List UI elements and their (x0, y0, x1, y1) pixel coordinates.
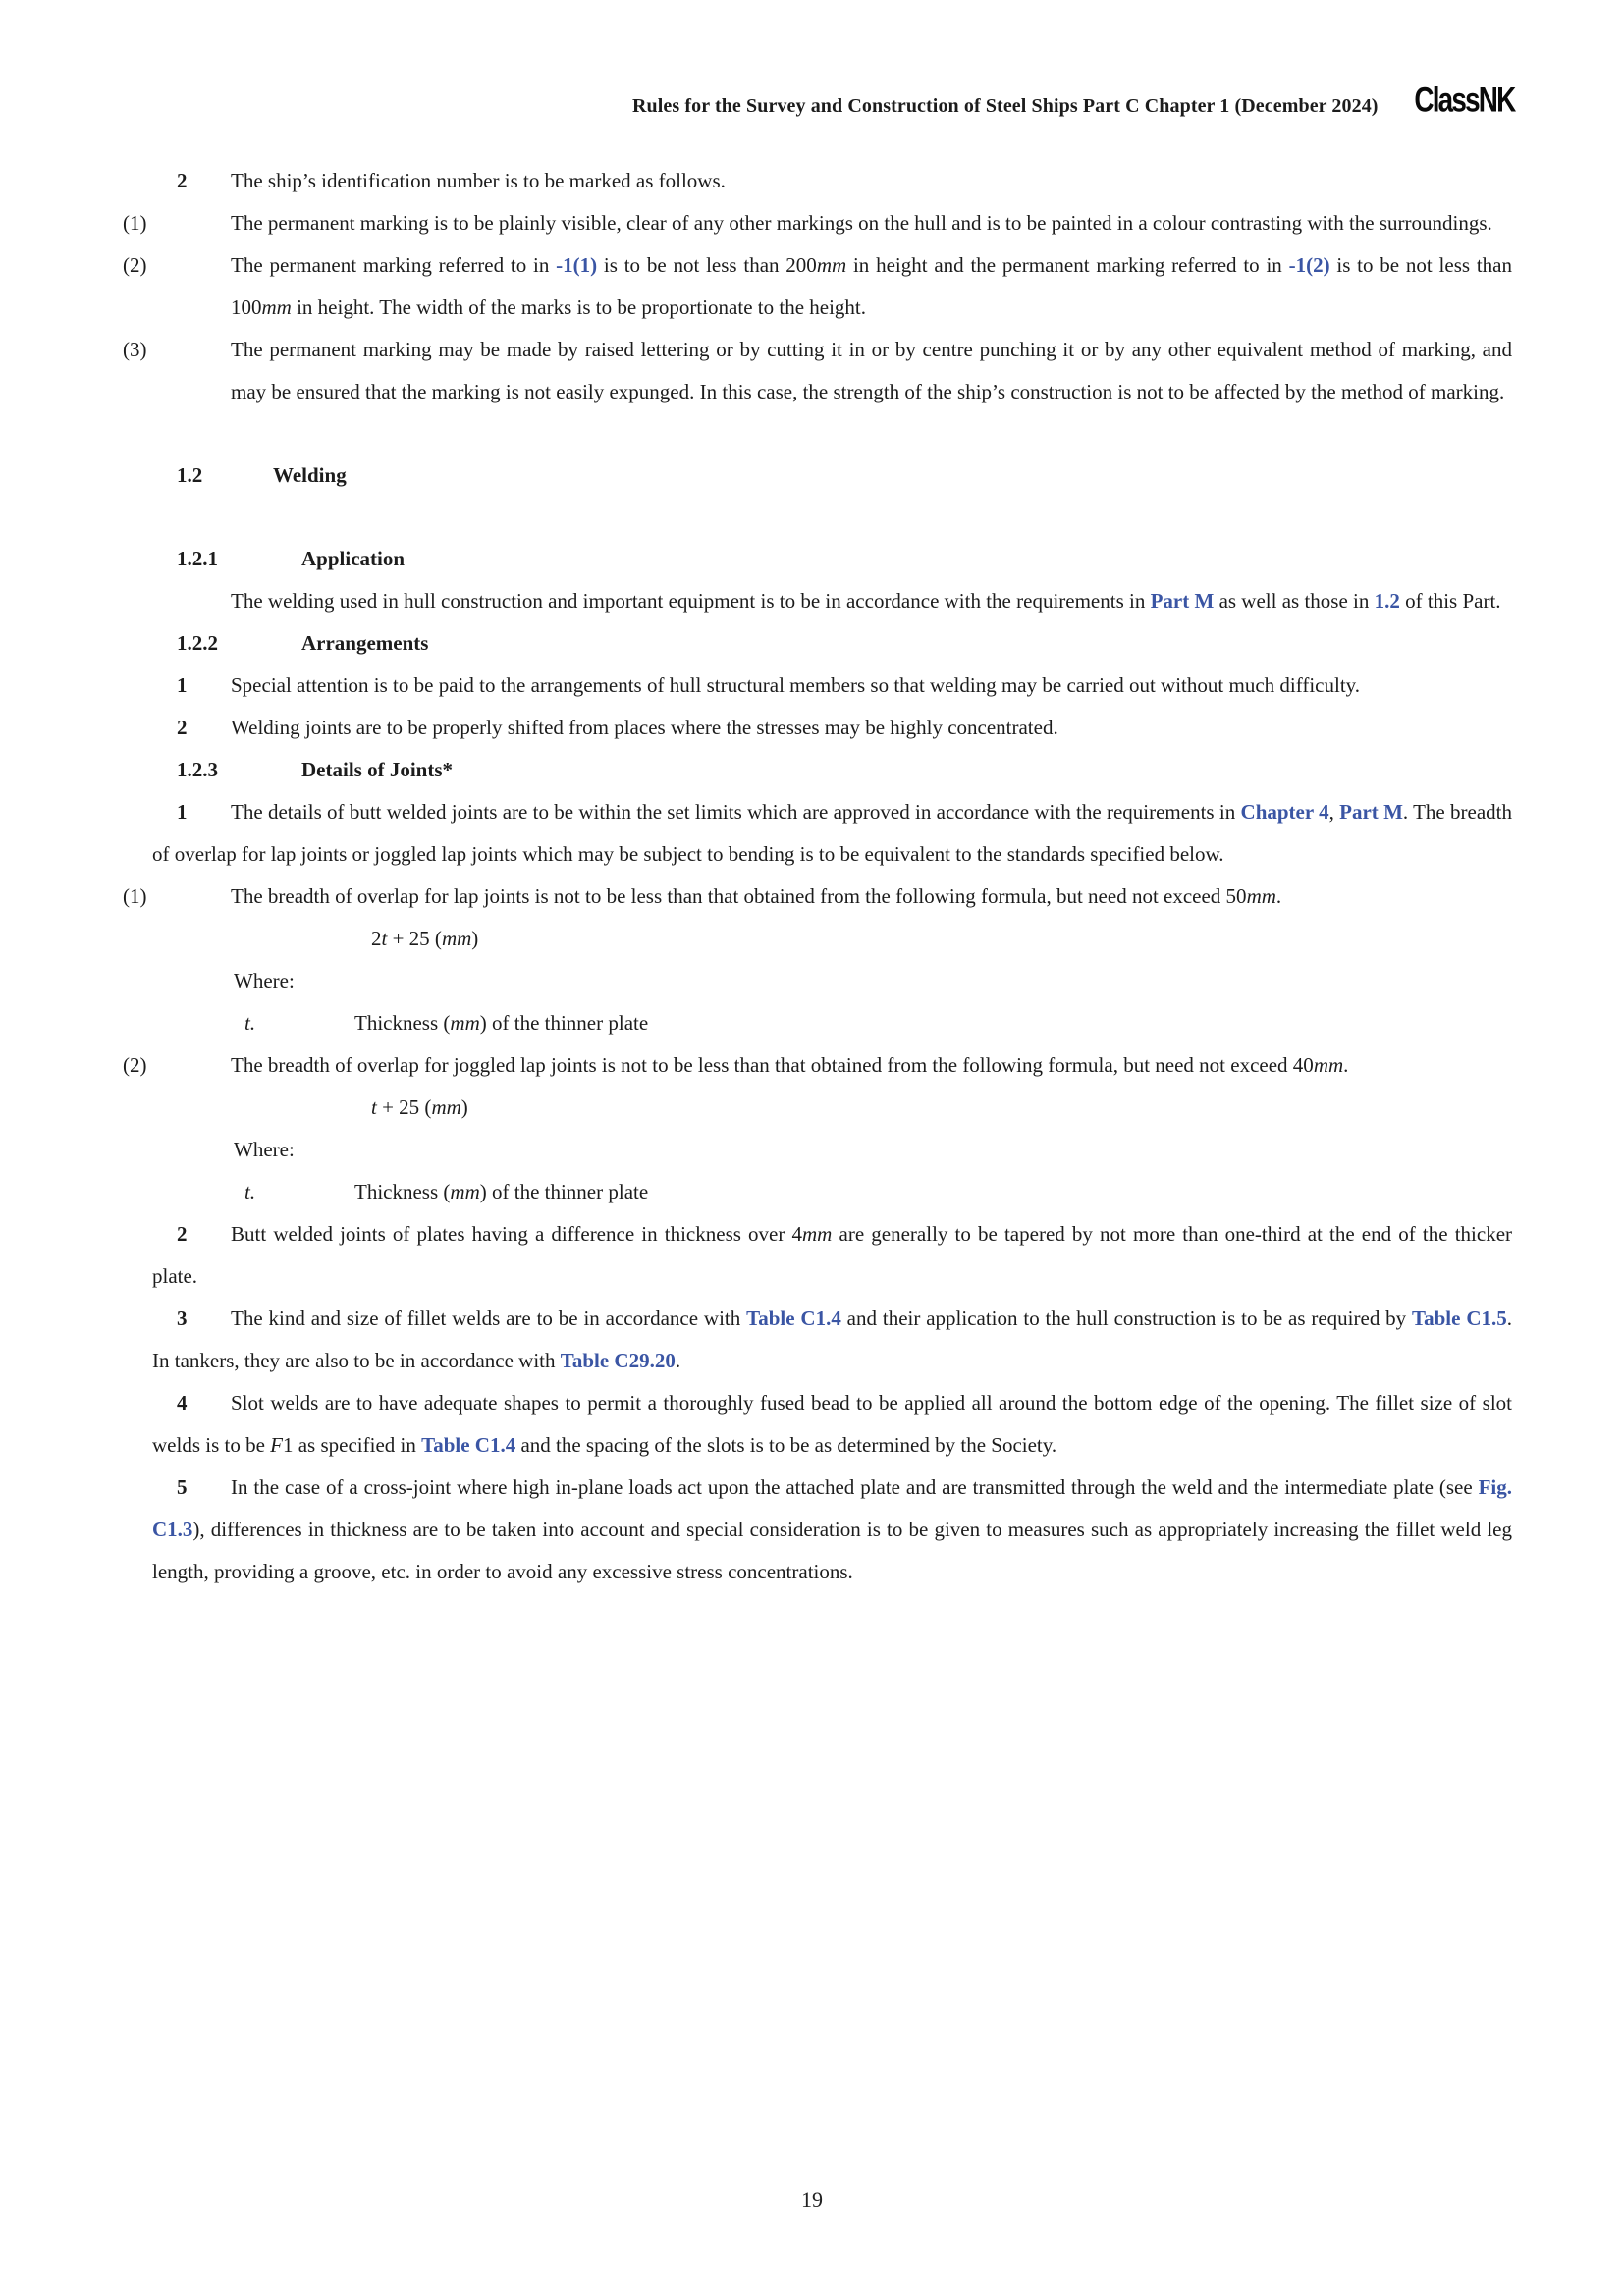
cross-reference-link[interactable]: Table C1.5 (1412, 1307, 1507, 1330)
text-segment: Thickness ( (354, 1011, 451, 1035)
text-segment: ), differences in thickness are to be taken into account and special consideration is to be given to measures such as appropriately increasing the fillet weld leg length, providing a groove, etc. in order to avoid any excessive stress concentrations. (152, 1518, 1512, 1583)
paragraph-number: 1 (177, 673, 188, 697)
text-segment: mm (450, 1180, 480, 1203)
text-segment: mm (261, 295, 292, 319)
paragraph (123, 329, 1512, 413)
text-segment: are generally to be tapered by not more than one-third at the end of the thicker plate. (152, 1222, 1513, 1288)
heading-title: Welding (273, 463, 347, 487)
paragraph (152, 791, 1512, 876)
text-segment: mm (1246, 884, 1276, 908)
paragraph (123, 876, 1512, 918)
text-segment: mm (816, 253, 847, 277)
paragraph-number: (2) (123, 253, 147, 277)
text-segment: The permanent marking may be made by raised lettering or by cutting it in or by centre punching it or by any other equivalent method of marking, and may be ensured that the marking is not easily expunged. In this case, the strength of the ship’s construction is not to be affected by the method of marking. (231, 338, 1512, 403)
text-segment: The kind and size of fillet welds are to be in accordance with (231, 1307, 747, 1330)
paragraph (123, 244, 1512, 329)
cross-reference-link[interactable]: Fig. C1.3 (152, 1475, 1512, 1541)
where-label (152, 960, 1512, 1002)
text-segment: . In tankers, they are also to be in accordance with (152, 1307, 1512, 1372)
paragraph (152, 1467, 1512, 1593)
cross-reference-link[interactable]: Table C1.4 (421, 1433, 516, 1457)
text-segment: 2 (371, 927, 382, 950)
text-segment: in height. The width of the marks is to be proportionate to the height. (291, 295, 867, 319)
text-segment: as well as those in (1214, 589, 1375, 613)
text-segment: The breadth of overlap for lap joints is not to be less than that obtained from the following formula, but need not exceed 50 (231, 884, 1247, 908)
text-segment: mm (450, 1011, 480, 1035)
text-segment: . The breadth of overlap for lap joints or joggled lap joints which may be subject to bending is to be equivalent to the standards specified below. (152, 800, 1513, 866)
page-number: 19 (801, 2187, 823, 2212)
text-segment: mm (1313, 1053, 1344, 1077)
paragraph-number: 1.2.2 (177, 631, 218, 655)
section-heading (152, 538, 1512, 580)
where-label (152, 1129, 1512, 1171)
text-segment: The details of butt welded joints are to be within the set limits which are approved in accordance with the requirements in (231, 800, 1241, 824)
paragraph (123, 1044, 1512, 1087)
paragraph-number: 2 (177, 1222, 188, 1246)
document-body (123, 160, 1513, 1593)
paragraph-number: 2 (177, 716, 188, 739)
text-segment: In the case of a cross-joint where high in-plane loads act upon the attached plate and are transmitted through the weld and the intermediate plate (see (231, 1475, 1479, 1499)
text-segment: ) (471, 927, 479, 950)
header-title: Rules for the Survey and Construction of Steel Ships Part C Chapter 1 (December 2024) (631, 95, 1379, 117)
paragraph-number: 1.2 (177, 463, 203, 487)
text-segment: + 25 ( (387, 927, 442, 950)
paragraph-number: (1) (123, 211, 147, 235)
text-segment: The breadth of overlap for joggled lap joints is not to be less than that obtained from the following formula, but need not exceed 40 (231, 1053, 1314, 1077)
text-segment: Thickness ( (354, 1180, 451, 1203)
paragraph-number: 4 (177, 1391, 188, 1415)
cross-reference-link[interactable]: Part M (1150, 589, 1215, 613)
cross-reference-link[interactable]: -1(2) (1288, 253, 1330, 277)
text-segment: t (381, 927, 388, 950)
heading-title: Details of Joints* (301, 758, 453, 781)
text-segment: , (1328, 800, 1340, 824)
text-segment: Special attention is to be paid to the arrangements of hull structural members so that welding may be carried out without much difficulty. (231, 673, 1361, 697)
paragraph (152, 1298, 1512, 1382)
text-segment: . (1275, 884, 1282, 908)
page-footer (0, 2187, 1624, 2213)
text-segment: 1 as specified in (282, 1433, 422, 1457)
text-segment: ) (460, 1095, 468, 1119)
text-segment: in height and the permanent marking referred to in (846, 253, 1289, 277)
text-segment: t (371, 1095, 377, 1119)
paragraph-number: 1 (177, 800, 188, 824)
paragraph (152, 707, 1512, 749)
paragraph-number: t. (244, 1180, 256, 1203)
text-segment: . (1343, 1053, 1349, 1077)
paragraph-number: 1.2.1 (177, 547, 218, 570)
text-segment: ) of the thinner plate (479, 1180, 649, 1203)
paragraph (123, 202, 1512, 244)
text-segment: mm (802, 1222, 833, 1246)
text-segment: The permanent marking is to be plainly visible, clear of any other markings on the hull and is to be painted in a colour contrasting with the surroundings. (231, 211, 1492, 235)
text-segment: of this Part. (1399, 589, 1501, 613)
definition (152, 1002, 1512, 1044)
cross-reference-link[interactable]: Table C1.4 (746, 1307, 841, 1330)
cross-reference-link[interactable]: Table C29.20 (560, 1349, 676, 1372)
cross-reference-link[interactable]: 1.2 (1374, 589, 1400, 613)
heading-title: Arrangements (301, 631, 429, 655)
paragraph-number: 3 (177, 1307, 188, 1330)
text-segment: + 25 ( (376, 1095, 432, 1119)
text-segment: and the spacing of the slots is to be as determined by the Society. (515, 1433, 1057, 1457)
classnk-logo: ClassNK (1413, 80, 1514, 120)
section-heading (152, 749, 1512, 791)
text-segment: mm (431, 1095, 461, 1119)
paragraph-number: t. (244, 1011, 256, 1035)
text-segment: mm (441, 927, 472, 950)
paragraph-number: (3) (123, 338, 147, 361)
formula (152, 918, 1512, 960)
text-segment: F (270, 1433, 283, 1457)
paragraph (152, 665, 1512, 707)
text-segment: Where: (234, 1138, 295, 1161)
formula (152, 1087, 1512, 1129)
text-segment: is to be not less than 100 (231, 253, 1512, 319)
text-segment: Butt welded joints of plates having a difference in thickness over 4 (231, 1222, 803, 1246)
text-segment: The permanent marking referred to in (231, 253, 557, 277)
text-segment: ) of the thinner plate (479, 1011, 649, 1035)
section-heading (152, 622, 1512, 665)
text-segment: Slot welds are to have adequate shapes to permit a thoroughly fused bead to be applied all around the bottom edge of the opening. The fillet size of slot welds is to be (152, 1391, 1512, 1457)
paragraph-number: (2) (123, 1053, 147, 1077)
cross-reference-link[interactable]: Chapter 4 (1240, 800, 1329, 824)
text-segment: is to be not less than 200 (597, 253, 817, 277)
definition (152, 1171, 1512, 1213)
paragraph (152, 160, 1512, 202)
text-segment: and their application to the hull construction is to be as required by (840, 1307, 1413, 1330)
text-segment: . (675, 1349, 681, 1372)
paragraph (152, 580, 1512, 622)
paragraph-number: 2 (177, 169, 188, 192)
section-heading (152, 454, 1512, 497)
paragraph (152, 1213, 1512, 1298)
page-header (152, 82, 1514, 121)
paragraph-number: (1) (123, 884, 147, 908)
text-segment: Where: (234, 969, 295, 992)
text-segment: The welding used in hull construction and important equipment is to be in accordance with the requirements in (231, 589, 1151, 613)
heading-title: Application (301, 547, 406, 570)
text-segment: Welding joints are to be properly shifted from places where the stresses may be highly concentrated. (231, 716, 1058, 739)
paragraph-number: 1.2.3 (177, 758, 218, 781)
text-segment: The ship’s identification number is to be marked as follows. (231, 169, 726, 192)
cross-reference-link[interactable]: -1(1) (556, 253, 598, 277)
cross-reference-link[interactable]: Part M (1339, 800, 1403, 824)
paragraph-number: 5 (177, 1475, 188, 1499)
paragraph (152, 1382, 1512, 1467)
